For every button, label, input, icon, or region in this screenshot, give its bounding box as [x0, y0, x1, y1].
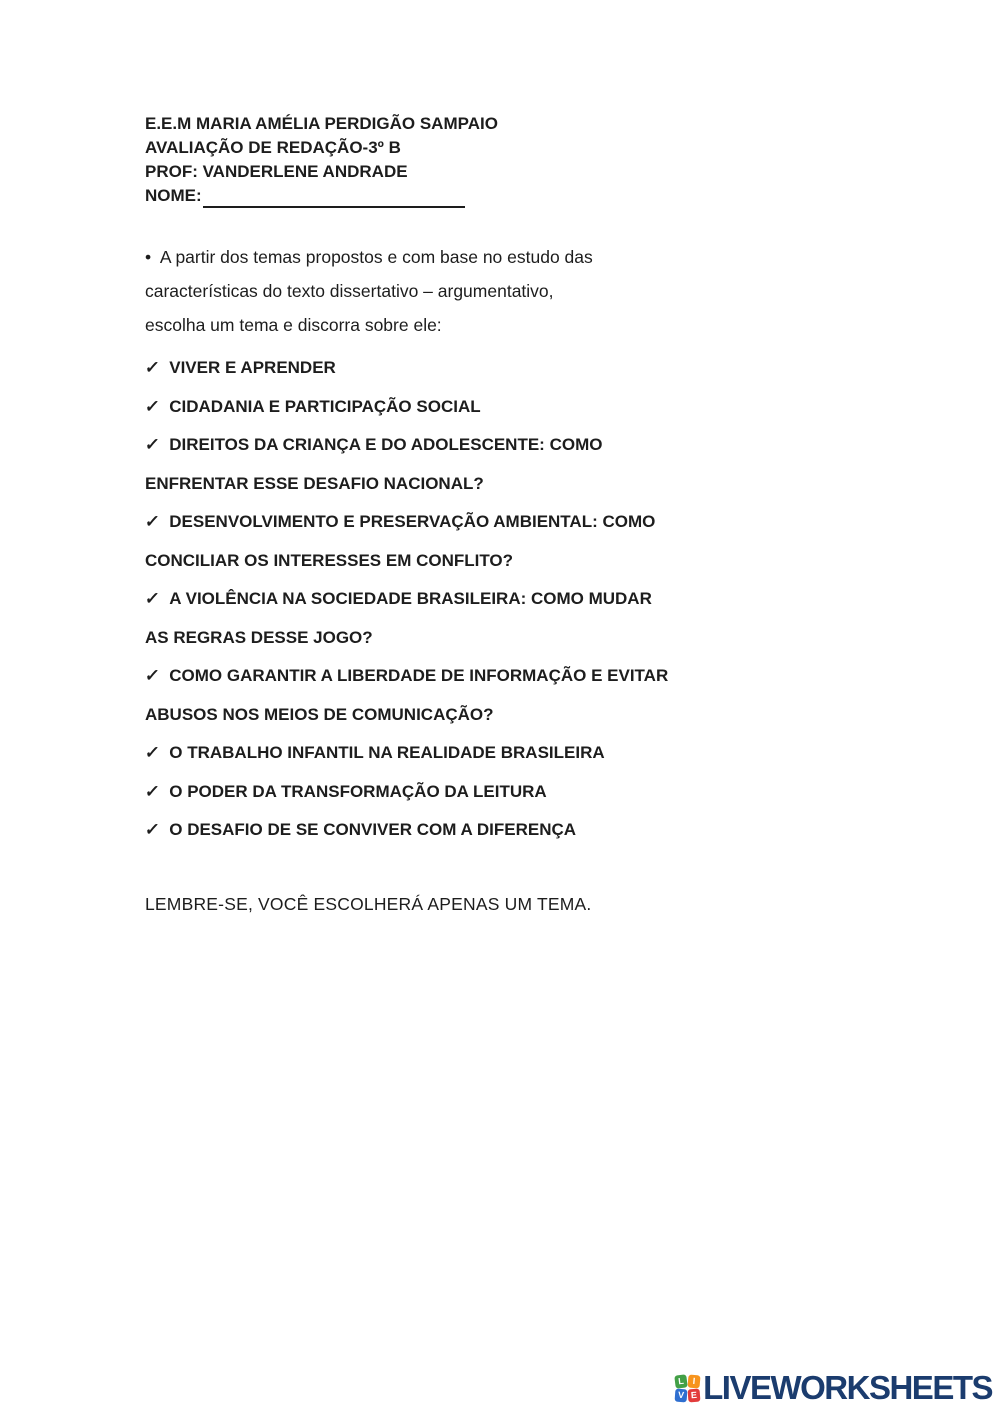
checkmark-icon: ✓ — [143, 396, 161, 416]
evaluation-title: AVALIAÇÃO DE REDAÇÃO-3º B — [145, 138, 401, 157]
teacher-name: PROF: VANDERLENE ANDRADE — [145, 162, 408, 181]
liveworksheets-logo[interactable] — [675, 1369, 992, 1407]
topic-line — [145, 811, 785, 850]
checkmark-icon: ✓ — [143, 435, 161, 454]
topic-text: DIREITOS DA CRIANÇA E DO ADOLESCENTE: COMO — [169, 435, 603, 454]
topic-line — [145, 580, 785, 619]
topic-text: O TRABALHO INFANTIL NA REALIDADE BRASILEIRA — [169, 743, 605, 762]
reminder-text: LEMBRE-SE, VOCÊ ESCOLHERÁ APENAS UM TEMA. — [145, 893, 592, 914]
topic-line — [145, 619, 785, 658]
name-blank-field[interactable] — [203, 190, 465, 208]
checkmark-icon: ✓ — [143, 743, 161, 762]
topic-line — [145, 426, 785, 465]
checkmark-icon: ✓ — [143, 666, 161, 685]
school-name: E.E.M MARIA AMÉLIA PERDIGÃO SAMPAIO — [145, 114, 498, 133]
logo-tile-v: V — [675, 1388, 688, 1402]
topic-text: COMO GARANTIR A LIBERDADE DE INFORMAÇÃO E EVITAR — [169, 666, 669, 685]
topic-text: ABUSOS NOS MEIOS DE COMUNICAÇÃO? — [145, 704, 494, 724]
name-label: NOME: — [145, 186, 202, 205]
checkmark-icon: ✓ — [143, 358, 161, 377]
instructions-line: • A partir dos temas propostos e com base no estudo das — [145, 247, 593, 267]
topic-text: VIVER E APRENDER — [169, 358, 336, 377]
topic-text: CIDADANIA E PARTICIPAÇÃO SOCIAL — [169, 396, 481, 416]
logo-tile-i: I — [688, 1374, 701, 1388]
topic-text: DESENVOLVIMENTO E PRESERVAÇÃO AMBIENTAL: COMO — [169, 512, 656, 531]
topic-text: O PODER DA TRANSFORMAÇÃO DA LEITURA — [169, 781, 547, 801]
liveworksheets-tiles-icon — [675, 1375, 700, 1402]
logo-tile-l: L — [674, 1374, 687, 1388]
checkmark-icon: ✓ — [143, 820, 161, 839]
checkmark-icon: ✓ — [143, 512, 161, 531]
topic-line — [145, 503, 785, 542]
topic-list — [145, 349, 785, 850]
topic-line — [145, 696, 785, 735]
topic-line — [145, 465, 785, 504]
topic-line — [145, 349, 785, 388]
name-row — [145, 184, 785, 208]
worksheet-header — [145, 112, 785, 208]
topic-line — [145, 657, 785, 696]
instructions-line: escolha um tema e discorra sobre ele: — [145, 315, 442, 335]
topic-line — [145, 388, 785, 427]
topic-line — [145, 542, 785, 581]
topic-line — [145, 773, 785, 812]
liveworksheets-wordmark: LIVEWORKSHEETS — [703, 1369, 992, 1406]
topic-text: CONCILIAR OS INTERESSES EM CONFLITO? — [145, 550, 514, 570]
logo-tile-e: E — [688, 1388, 701, 1402]
topic-text: ENFRENTAR ESSE DESAFIO NACIONAL? — [145, 473, 484, 493]
instructions-line: características do texto dissertativo – argumentativo, — [145, 281, 554, 301]
instructions-paragraph — [145, 240, 785, 342]
topic-text: A VIOLÊNCIA NA SOCIEDADE BRASILEIRA: COMO MUDAR — [169, 589, 652, 608]
worksheet-page — [145, 112, 785, 916]
checkmark-icon: ✓ — [143, 589, 161, 608]
topic-text: O DESAFIO DE SE CONVIVER COM A DIFERENÇA — [169, 820, 577, 839]
topic-text: AS REGRAS DESSE JOGO? — [145, 627, 373, 647]
checkmark-icon: ✓ — [143, 781, 161, 801]
topic-line — [145, 734, 785, 773]
